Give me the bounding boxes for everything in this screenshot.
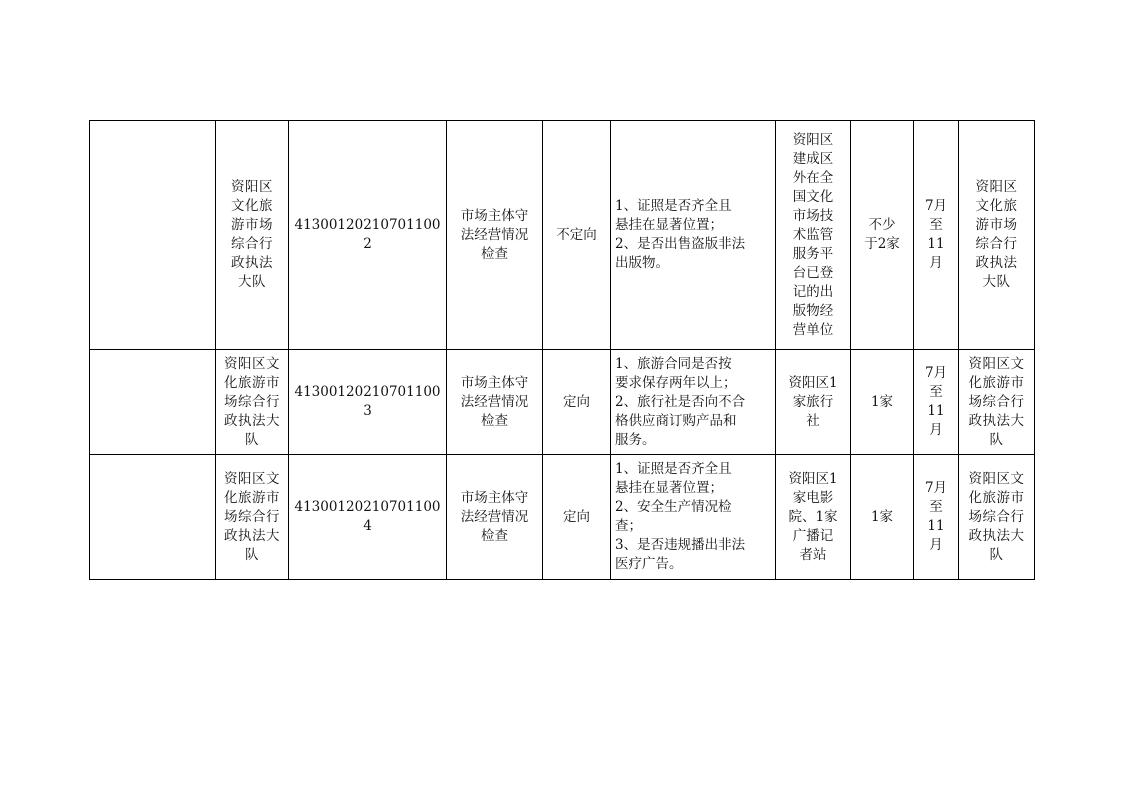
- cell-text: 413001202107011004: [294, 499, 441, 534]
- cell-inspection-matter: [447, 121, 543, 350]
- cell-text-line: 7月: [924, 480, 948, 496]
- cell-text-line: 11: [927, 403, 945, 419]
- cell-item-code: [289, 350, 447, 455]
- cell-text-line: 版物经: [792, 302, 834, 319]
- cell-text-line: 至: [929, 217, 943, 233]
- cell-text-line: 政执法: [975, 255, 1018, 271]
- cell-text-line: 要求保存两年以上；: [615, 374, 737, 391]
- cell-sample-count: [851, 350, 914, 455]
- cell-text-line: 2、旅行社是否向不合: [615, 393, 746, 410]
- cell-text-line: 化旅游市: [224, 489, 280, 506]
- cell-text-line: 综合行: [975, 236, 1018, 252]
- cell-implementing-org: [216, 455, 289, 580]
- cell-item-code: [289, 455, 447, 580]
- cell-text-line: 格供应商订购产品和: [615, 412, 737, 429]
- cell-text-line: 文化旅: [231, 198, 273, 214]
- cell-text-line: 月: [929, 537, 943, 553]
- cell-text-line: 1家: [870, 508, 894, 525]
- cell-text: 413001202107011003: [294, 384, 441, 419]
- cell-text-line: 市场主体守: [460, 374, 529, 391]
- cell-text-line: 法经营情况: [460, 226, 529, 243]
- cell-text-line: 队: [245, 546, 259, 563]
- cell-inspection-content: [611, 455, 776, 580]
- cell-text-line: 广播记: [792, 527, 834, 544]
- cell-text-line: 政执法: [231, 255, 273, 271]
- cell-text-line: 资阳区: [792, 131, 834, 148]
- cell-text-line: 队: [245, 431, 259, 448]
- cell-text-line: 政执法大: [224, 412, 280, 429]
- cell-text-line: 11: [927, 236, 945, 252]
- cell-text-line: 法经营情况: [460, 393, 529, 410]
- cell-text-line: 场综合行: [224, 508, 280, 525]
- cell-inspection-time: [914, 455, 959, 580]
- cell-inspection-matter: [447, 455, 543, 580]
- cell-text-line: 资阳区: [231, 179, 273, 195]
- cell-text-line: 市场主体守: [460, 489, 529, 506]
- cell-text-line: 大队: [982, 274, 1011, 290]
- cell-text-line: 11: [927, 518, 945, 534]
- cell-inspection-time: [914, 350, 959, 455]
- cell-responsible-dept: [959, 350, 1035, 455]
- cell-text-line: 服务。: [615, 431, 656, 448]
- cell-inspection-content: [611, 350, 776, 455]
- cell-text-line: 场综合行: [224, 393, 280, 410]
- cell-text-line: 检查: [481, 245, 508, 262]
- cell-text-line: 2、是否出售盗版非法: [615, 236, 746, 252]
- cell-text-line: 者站: [799, 546, 827, 563]
- cell-inspection-mode: [543, 455, 611, 580]
- cell-text-line: 市场技: [792, 207, 834, 224]
- cell-blank: [90, 455, 216, 580]
- cell-text-line: 至: [929, 384, 943, 400]
- cell-text-line: 2、安全生产情况检: [615, 499, 732, 515]
- cell-text-line: 资阳区: [975, 179, 1018, 195]
- cell-text-line: 资阳区文: [968, 355, 1025, 372]
- cell-text-line: 队: [989, 546, 1004, 563]
- cell-blank: [90, 350, 216, 455]
- inspection-plan-table: [89, 120, 1035, 580]
- cell-text-line: 医疗广告。: [615, 556, 683, 572]
- cell-text-line: 大队: [238, 274, 266, 290]
- cell-text-line: 1、旅游合同是否按: [615, 355, 732, 372]
- table-row: [90, 455, 1035, 580]
- cell-text-line: 外在全: [792, 169, 834, 186]
- table-body: [90, 121, 1035, 580]
- cell-text-line: 社: [806, 412, 820, 429]
- cell-text-line: 资阳区文: [224, 470, 280, 487]
- cell-text-line: 于2家: [864, 236, 900, 252]
- cell-text-line: 化旅游市: [968, 374, 1025, 391]
- cell-text-line: 综合行: [231, 236, 273, 252]
- cell-text-line: 游市场: [975, 217, 1018, 233]
- cell-inspection-time: [914, 121, 959, 350]
- cell-text-line: 家电影: [792, 489, 834, 506]
- cell-text-line: 资阳区文: [224, 355, 280, 372]
- cell-inspection-matter: [447, 350, 543, 455]
- cell-text-line: 市场主体守: [460, 207, 529, 224]
- cell-inspection-scope: [776, 455, 851, 580]
- cell-text-line: 不少: [868, 217, 896, 233]
- cell-text-line: 悬挂在显著位置；: [615, 480, 723, 496]
- cell-text-line: 至: [929, 499, 943, 515]
- cell-text-line: 场综合行: [968, 393, 1025, 410]
- cell-item-code: [289, 121, 447, 350]
- cell-text-line: 出版物。: [615, 255, 669, 271]
- cell-implementing-org: [216, 121, 289, 350]
- cell-text-line: 家旅行: [792, 393, 834, 410]
- cell-text-line: 记的出: [792, 283, 834, 300]
- cell-text-line: 检查: [481, 412, 508, 429]
- table-row: [90, 121, 1035, 350]
- cell-text: 不定向: [556, 226, 597, 243]
- cell-text-line: 月: [929, 255, 943, 271]
- cell-text: 413001202107011002: [294, 217, 441, 252]
- cell-text-line: 1家: [870, 393, 894, 410]
- cell-inspection-content: [611, 121, 776, 350]
- cell-text-line: 1、证照是否齐全且: [615, 198, 732, 214]
- cell-text-line: 悬挂在显著位置；: [615, 217, 723, 233]
- cell-text: 定向: [563, 508, 590, 525]
- cell-text-line: 政执法大: [968, 412, 1025, 429]
- cell-text: 定向: [563, 393, 590, 410]
- cell-text-line: 月: [929, 422, 943, 438]
- cell-inspection-mode: [543, 121, 611, 350]
- cell-blank: [90, 121, 216, 350]
- cell-text-line: 资阳区文: [968, 470, 1025, 487]
- cell-text-line: 文化旅: [975, 198, 1018, 214]
- cell-sample-count: [851, 121, 914, 350]
- cell-text-line: 队: [989, 431, 1004, 448]
- cell-text-line: 1、证照是否齐全且: [615, 461, 732, 477]
- cell-text-line: 化旅游市: [224, 374, 280, 391]
- cell-text-line: 国文化: [792, 188, 834, 205]
- cell-text-line: 资阳区1: [788, 374, 838, 391]
- cell-text-line: 3、是否违规播出非法: [615, 537, 746, 553]
- cell-text-line: 政执法大: [968, 527, 1025, 544]
- table-row: [90, 350, 1035, 455]
- cell-inspection-mode: [543, 350, 611, 455]
- cell-text-line: 院、1家: [788, 508, 838, 525]
- cell-responsible-dept: [959, 455, 1035, 580]
- cell-inspection-scope: [776, 350, 851, 455]
- cell-text-line: 服务平: [792, 245, 834, 262]
- cell-text-line: 场综合行: [968, 508, 1025, 525]
- cell-inspection-scope: [776, 121, 851, 350]
- cell-text-line: 建成区: [792, 150, 834, 167]
- cell-text-line: 术监管: [792, 226, 834, 243]
- cell-text-line: 台已登: [792, 264, 834, 281]
- cell-implementing-org: [216, 350, 289, 455]
- cell-text-line: 7月: [924, 198, 948, 214]
- cell-text-line: 7月: [924, 365, 948, 381]
- cell-text-line: 查；: [615, 518, 642, 534]
- cell-sample-count: [851, 455, 914, 580]
- cell-text-line: 化旅游市: [968, 489, 1025, 506]
- cell-text-line: 资阳区1: [788, 470, 838, 487]
- cell-text-line: 营单位: [792, 321, 834, 338]
- cell-text-line: 法经营情况: [460, 508, 529, 525]
- cell-text-line: 政执法大: [224, 527, 280, 544]
- cell-text-line: 检查: [481, 527, 508, 544]
- cell-responsible-dept: [959, 121, 1035, 350]
- cell-text-line: 游市场: [231, 217, 273, 233]
